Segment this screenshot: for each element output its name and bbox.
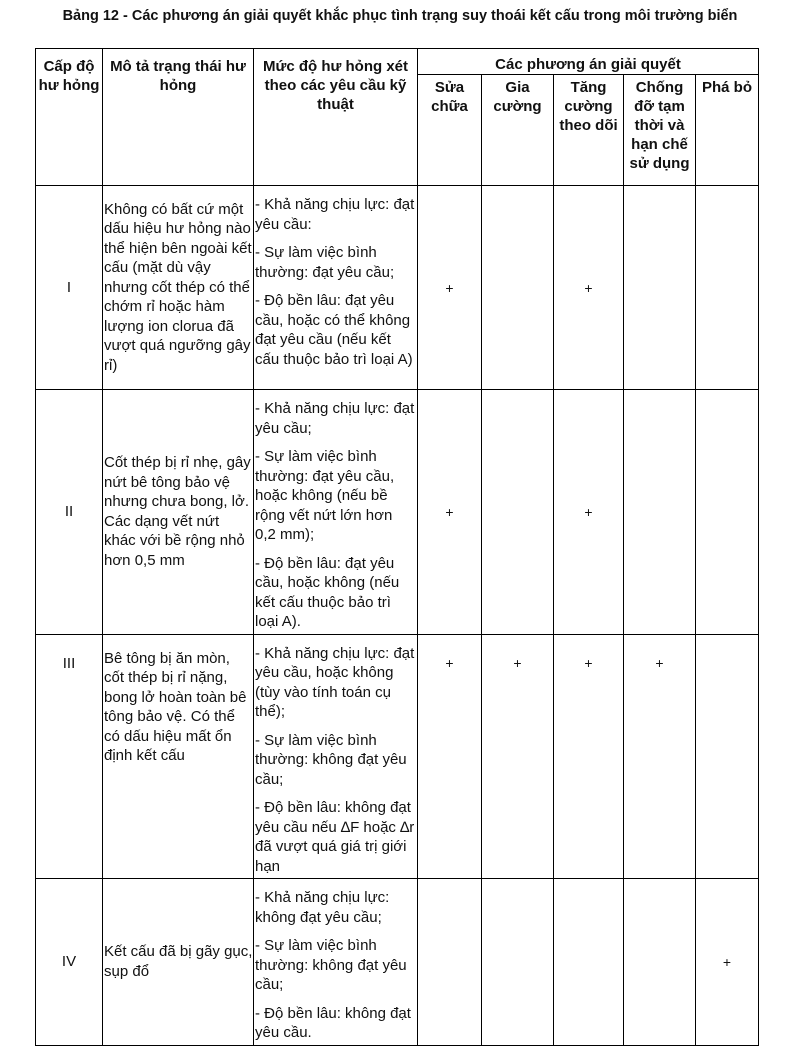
- mark-cell: +: [696, 879, 759, 1046]
- solutions-table: [35, 48, 759, 1046]
- mark-cell: [624, 390, 696, 635]
- mark-cell: +: [554, 390, 624, 635]
- requirements-cell: [254, 634, 418, 879]
- table-row: [36, 186, 759, 390]
- mark-cell: +: [554, 634, 624, 879]
- mark-cell: [482, 186, 554, 390]
- mark-cell: [696, 186, 759, 390]
- mark-cell: [696, 634, 759, 879]
- requirements-cell: [254, 390, 418, 635]
- requirement-item: - Sự làm việc bình thường: không đạt yêu cầu;: [255, 937, 407, 993]
- requirement-item: - Sự làm việc bình thường: đạt yêu cầu, hoặc không (nếu bề rộng vết nứt lớn hơn 0,2 mm);: [255, 448, 395, 543]
- level-cell: I: [36, 186, 103, 390]
- mark-cell: +: [418, 634, 482, 879]
- header-gia-cuong: Gia cường: [482, 75, 554, 186]
- level-cell: III: [36, 634, 103, 879]
- description-cell: Không có bất cứ một dấu hiệu hư hỏng nào thể hiện bên ngoài kết cấu (mặt dù vậy nhưng cốt thép có thể chớm rỉ hoặc hàm lượng ion clorua đã vượt quá ngưỡng gây rỉ): [103, 186, 254, 390]
- requirement-item: - Sự làm việc bình thường: đạt yêu cầu;: [255, 244, 395, 281]
- requirement-item: - Khả năng chịu lực: đạt yêu cầu;: [255, 400, 415, 437]
- table-title: Bảng 12 - Các phương án giải quyết khắc phục tình trạng suy thoái kết cấu trong môi trường biển: [62, 8, 738, 24]
- header-pha-bo: Phá bỏ: [696, 75, 759, 186]
- header-solutions: Các phương án giải quyết: [418, 49, 759, 75]
- mark-cell: +: [624, 634, 696, 879]
- table-row: [36, 634, 759, 879]
- header-level: Cấp độ hư hỏng: [36, 49, 103, 186]
- mark-cell: [696, 390, 759, 635]
- mark-cell: [554, 879, 624, 1046]
- requirements-cell: [254, 879, 418, 1046]
- header-tang-cuong-theo-doi: Tăng cường theo dõi: [554, 75, 624, 186]
- requirement-item: - Độ bền lâu: đạt yêu cầu, hoặc không (nếu kết cấu thuộc bảo trì loại A).: [255, 554, 400, 630]
- requirement-item: - Độ bền lâu: đạt yêu cầu, hoặc có thể không đạt yêu cầu (nếu kết cấu thuộc bảo trì loại A): [255, 292, 413, 368]
- level-cell: II: [36, 390, 103, 635]
- requirement-item: - Khả năng chịu lực: không đạt yêu cầu;: [255, 889, 390, 926]
- header-sua-chua: Sửa chữa: [418, 75, 482, 186]
- requirements-cell: [254, 186, 418, 390]
- description-cell: Bê tông bị ăn mòn, cốt thép bị rỉ nặng, bong lở hoàn toàn bê tông bảo vệ. Có thể có dấu hiệu mất ổn định kết cấu: [103, 634, 254, 879]
- table-row: [36, 879, 759, 1046]
- mark-cell: +: [482, 634, 554, 879]
- header-row-1: [36, 49, 759, 75]
- requirement-item: - Khả năng chịu lực: đạt yêu cầu:: [255, 196, 415, 233]
- requirement-item: - Độ bền lâu: không đạt yêu cầu nếu ∆F hoặc ∆r đã vượt quá giá trị giới hạn: [255, 799, 415, 875]
- table-row: [36, 390, 759, 635]
- header-chong-do-tam-thoi: Chống đỡ tạm thời và hạn chế sử dụng: [624, 75, 696, 186]
- requirement-item: - Độ bền lâu: không đạt yêu cầu.: [255, 1004, 411, 1041]
- mark-cell: +: [418, 390, 482, 635]
- mark-cell: [418, 879, 482, 1046]
- level-cell: IV: [36, 879, 103, 1046]
- header-severity: Mức độ hư hỏng xét theo các yêu cầu kỹ thuật: [254, 49, 418, 186]
- requirement-item: - Khả năng chịu lực: đạt yêu cầu, hoặc không (tùy vào tính toán cụ thể);: [255, 644, 415, 720]
- mark-cell: [482, 390, 554, 635]
- mark-cell: +: [418, 186, 482, 390]
- mark-cell: [482, 879, 554, 1046]
- header-description: Mô tả trạng thái hư hỏng: [103, 49, 254, 186]
- requirement-item: - Sự làm việc bình thường: không đạt yêu cầu;: [255, 731, 407, 788]
- mark-cell: [624, 186, 696, 390]
- description-cell: Cốt thép bị rỉ nhẹ, gây nứt bê tông bảo vệ nhưng chưa bong, lở. Các dạng vết nứt khác với bề rộng nhỏ hơn 0,5 mm: [103, 390, 254, 635]
- description-cell: Kết cấu đã bị gãy gục, sụp đổ: [103, 879, 254, 1046]
- mark-cell: +: [554, 186, 624, 390]
- mark-cell: [624, 879, 696, 1046]
